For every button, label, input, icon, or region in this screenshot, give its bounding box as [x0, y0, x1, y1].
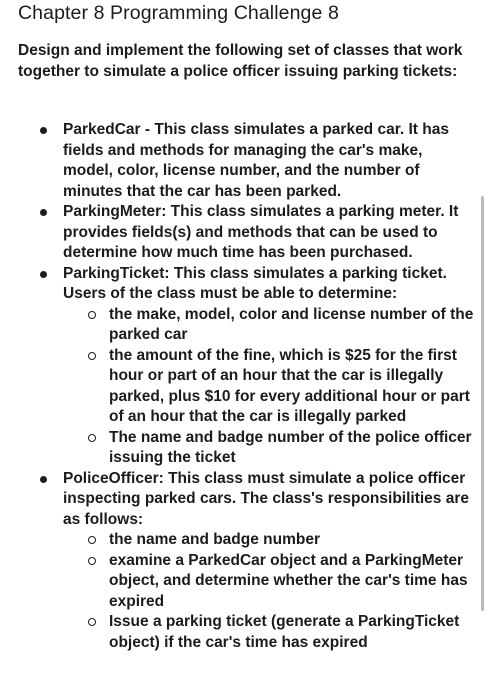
list-item-parking-meter	[0, 202, 488, 264]
sub-list-item	[63, 612, 474, 653]
list-item-text: ParkingTicket: This class simulates a parking ticket. Users of the class must be able to determine:	[63, 264, 447, 302]
bullet-circle-icon	[88, 536, 96, 544]
sub-list-item-text: the make, model, color and license number of the parked car	[109, 305, 474, 343]
bullet-circle-icon	[88, 311, 96, 319]
list-item-text: ParkedCar - This class simulates a parked car. It has fields and methods for managing the car's make, model, color, license number, and the number of minutes that the car has been parked.	[63, 121, 449, 200]
sub-list-item-text: the name and badge number	[109, 531, 321, 548]
sub-list-item	[63, 530, 474, 551]
bullet-dot-icon	[40, 209, 47, 216]
vertical-scrollbar[interactable]	[481, 196, 484, 611]
police-officer-sublist	[63, 530, 474, 653]
sub-list-item-text: The name and badge number of the police officer issuing the ticket	[109, 428, 472, 466]
sub-list-item	[63, 551, 474, 613]
sub-list-item	[63, 428, 474, 469]
sub-list-item-text: the amount of the fine, which is $25 for the first hour or part of an hour that the car is illegally parked, plus $10 for every additional hour or part of an hour that the car is illegally parked	[109, 346, 470, 425]
sub-list-item	[63, 305, 474, 346]
bullet-dot-icon	[40, 271, 47, 278]
sub-list-item-text: examine a ParkedCar object and a ParkingMeter object, and determine whether the car's time has expired	[109, 551, 468, 610]
bullet-dot-icon	[40, 476, 47, 483]
bullet-circle-icon	[88, 557, 96, 565]
bullet-circle-icon	[88, 618, 96, 626]
bullet-circle-icon	[88, 434, 96, 442]
list-item-text: ParkingMeter: This class simulates a parking meter. It provides fields(s) and methods that can be used to determine how much time has been purchased.	[63, 203, 459, 261]
parking-ticket-sublist	[63, 305, 474, 469]
bullet-dot-icon	[40, 127, 47, 134]
sub-list-item-text: Issue a parking ticket (generate a ParkingTicket object) if the car's time has expired	[109, 613, 460, 651]
bullet-circle-icon	[88, 352, 96, 360]
list-item-parked-car	[0, 120, 488, 202]
class-list	[0, 120, 488, 653]
intro-paragraph: Design and implement the following set of classes that work together to simulate a police officer issuing parking tickets:	[18, 42, 463, 80]
list-item-parking-ticket	[0, 264, 488, 469]
list-item-text: PoliceOfficer: This class must simulate a police officer inspecting parked cars. The class's responsibilities are as follows:	[63, 469, 469, 528]
page-title: Chapter 8 Programming Challenge 8	[18, 2, 339, 24]
sub-list-item	[63, 346, 474, 428]
list-item-police-officer	[0, 469, 488, 654]
